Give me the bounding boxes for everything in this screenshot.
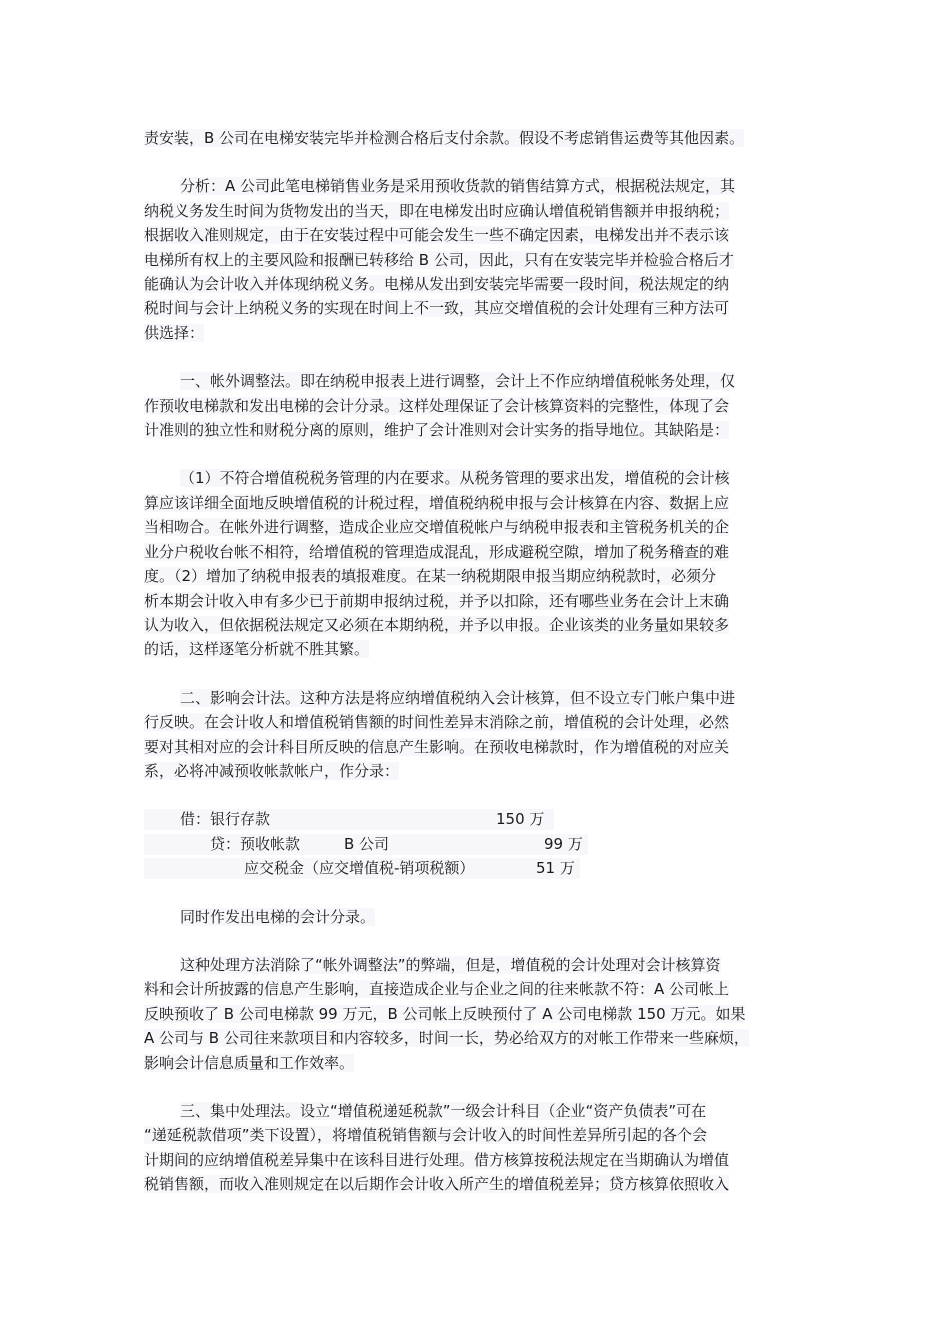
paragraph-analysis — [144, 174, 816, 345]
paragraph-method-2-evaluation — [144, 953, 816, 1075]
credit-label: 应交税金（应交增值税-销项税额） — [244, 859, 475, 878]
text-line: 作预收电梯款和发出电梯的会计分录。这样处理保证了会计核算资料的完整性，体现了会 — [144, 396, 730, 415]
document-body — [144, 126, 816, 1221]
text-line: 算应该详细全面地反映增值税的计税过程，增值税纳税申报与会计核算在内容、数据上应 — [144, 493, 730, 512]
text-line: 能确认为会计收入并体现纳税义务。电梯从发出到安装完毕需要一段时间，税法规定的纳 — [144, 275, 730, 294]
paragraph-method-1 — [144, 369, 816, 442]
journal-entry-credit-row-1 — [144, 832, 816, 856]
text-line: 认为收入，但依据税法规定又必须在本期纳税，并予以申报。企业该类的业务量如果较多 — [144, 615, 730, 634]
text-line: 系，必将冲减预收帐款帐户，作分录： — [144, 761, 400, 780]
text-line: 税销售额，而收入准则规定在以后期作会计收入所产生的增值税差异；贷方核算依照收入 — [144, 1175, 730, 1194]
text-line: 同时作发出电梯的会计分录。 — [180, 907, 376, 926]
text-line: 税时间与会计上纳税义务的实现在时间上不一致，其应交增值税的会计处理有三种方法可 — [144, 299, 730, 318]
text-line: 要对其相对应的会计科目所反映的信息产生影响。在预收电梯款时，作为增值税的对应关 — [144, 737, 730, 756]
paragraph-method-1-defects — [144, 466, 816, 661]
text-line: 计期间的应纳增值税差异集中在该科目进行处理。借方核算按税法规定在当期确认为增值 — [144, 1150, 730, 1169]
text-line: 纳税义务发生时间为货物发出的当天，即在电梯发出时应确认增值税销售额并申报纳税； — [144, 201, 730, 220]
text-line: “递延税款借项”类下设置），将增值税销售额与会计收入的时间性差异所引起的各个会 — [144, 1126, 708, 1145]
journal-entry-debit-row — [144, 807, 816, 831]
text-line: 分析：A 公司此笔电梯销售业务是采用预收货款的销售结算方式，根据税法规定，其 — [180, 177, 736, 196]
debit-label: 借：银行存款 — [180, 810, 271, 829]
text-line: 三、集中处理法。设立“增值税递延税款”一级会计科目（企业“资产负债表”可在 — [180, 1101, 707, 1120]
credit-amount: 51 万 — [536, 859, 575, 878]
text-line: 一、帐外调整法。即在纳税申报表上进行调整，会计上不作应纳增值税帐务处理，仅 — [180, 372, 736, 391]
credit-label: 贷：预收帐款 — [210, 834, 301, 853]
credit-party: B 公司 — [344, 834, 390, 853]
journal-entry — [144, 807, 816, 880]
text-line: 析本期会计收入申有多少已于前期申报纳过税，并予以扣除，还有哪些业务在会计上末确 — [144, 591, 730, 610]
text-line: 责安装，B 公司在电梯安装完毕并检测合格后支付余款。假设不考虑销售运费等其他因素。 — [144, 129, 745, 147]
text-line: 影响会计信息质量和工作效率。 — [144, 1053, 355, 1072]
paragraph-method-2 — [144, 686, 816, 784]
paragraph-also-record — [144, 905, 816, 929]
text-line: 供选择： — [144, 323, 205, 342]
text-line: 根据收入准则规定，由于在安装过程中可能会发生一些不确定因素，电梯发出并不表示该 — [144, 226, 730, 245]
text-line: 度。（2）增加了纳税申报表的填报难度。在某一纳税期限申报当期应纳税款时，必须分 — [144, 567, 717, 586]
text-line: 料和会计所披露的信息产生影响，直接造成企业与企业之间的往来帐款不符：A 公司帐上 — [144, 980, 730, 999]
text-line: 反映预收了 B 公司电梯款 99 万元，B 公司帐上反映预付了 A 公司电梯款 150 万元。如果 — [144, 1004, 746, 1023]
debit-amount: 150 万 — [496, 810, 545, 829]
journal-entry-credit-row-2 — [144, 856, 816, 880]
credit-amount: 99 万 — [544, 834, 583, 853]
text-line: 业分户税收台帐不相符，给增值税的管理造成混乱，形成避税空隙，增加了税务稽查的难 — [144, 542, 730, 561]
text-line: 电梯所有权上的主要风险和报酬已转移给 B 公司，因此，只有在安装完毕并检验合格后才 — [144, 250, 734, 269]
text-line: （1）不符合增值税税务管理的内在要求。从税务管理的要求出发，增值税的会计核 — [180, 469, 730, 488]
paragraph-method-3 — [144, 1099, 816, 1197]
text-line: A 公司与 B 公司往来款项目和内容较多，时间一长，势必给双方的对帐工作带来一些麻烦， — [144, 1029, 749, 1048]
text-line: 二、影响会计法。这种方法是将应纳增值税纳入会计核算，但不设立专门帐户集中进 — [180, 688, 736, 707]
text-line: 计准则的独立性和财税分离的原则，维护了会计准则对会计实务的指导地位。其缺陷是： — [144, 421, 730, 440]
text-line: 这种处理方法消除了“帐外调整法”的弊端，但是，增值税的会计处理对会计核算资 — [180, 955, 721, 974]
text-line: 行反映。在会计收人和增值税销售额的时间性差异末消除之前，增值税的会计处理，必然 — [144, 713, 730, 732]
paragraph-intro-tail — [144, 126, 816, 150]
text-line: 当相吻合。在帐外进行调整，造成企业应交增值税帐户与纳税申报表和主管税务机关的企 — [144, 518, 730, 537]
text-line: 的话，这样逐笔分析就不胜其繁。 — [144, 640, 370, 659]
